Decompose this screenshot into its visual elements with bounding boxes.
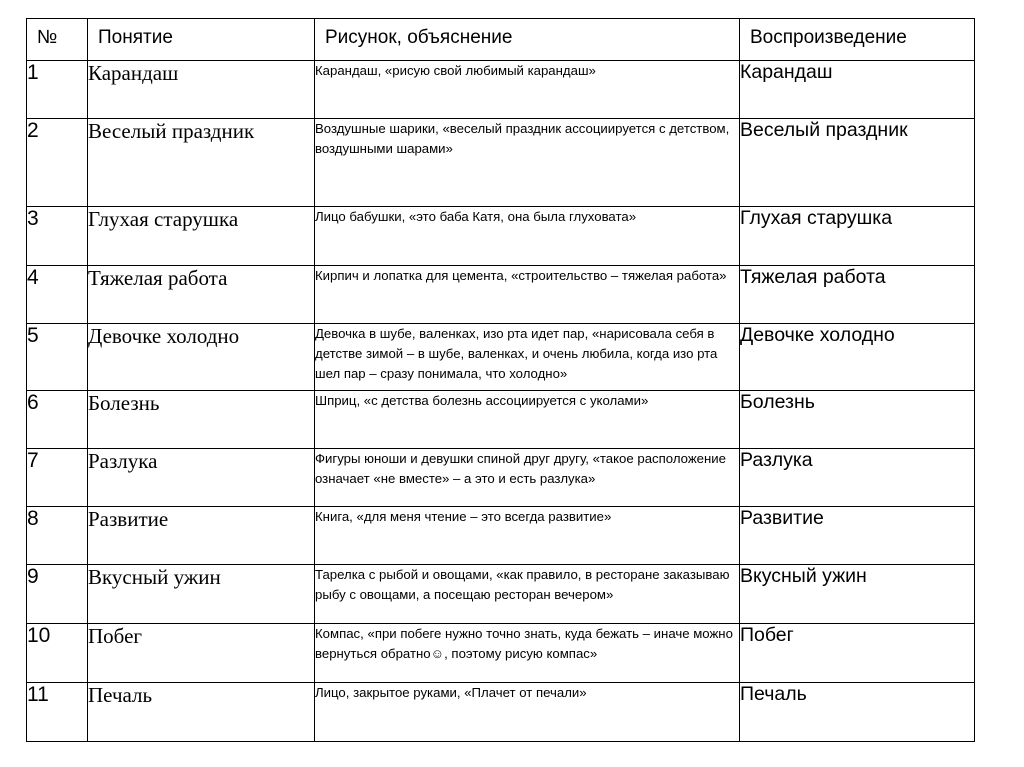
table-header-row bbox=[27, 19, 975, 61]
row-explanation: Фигуры юноши и девушки спиной друг другу, «такое расположение означает «не вместе» – а это и есть разлука» bbox=[315, 449, 740, 507]
header-reproduction: Воспроизведение bbox=[740, 19, 975, 61]
row-concept: Веселый праздник bbox=[88, 119, 315, 207]
memory-table bbox=[26, 18, 975, 742]
row-explanation: Компас, «при побеге нужно точно знать, куда бежать – иначе можно вернуться обратно☺, поэтому рисую компас» bbox=[315, 624, 740, 683]
table-row bbox=[27, 61, 975, 119]
table-row bbox=[27, 119, 975, 207]
row-explanation: Лицо, закрытое руками, «Плачет от печали» bbox=[315, 683, 740, 742]
row-explanation: Девочка в шубе, валенках, изо рта идет пар, «нарисовала себя в детстве зимой – в шубе, валенках, и очень любила, когда изо рта шел пар – сразу понимала, что холодно» bbox=[315, 324, 740, 391]
table-row bbox=[27, 266, 975, 324]
table-row bbox=[27, 683, 975, 742]
table-row bbox=[27, 391, 975, 449]
row-number: 2 bbox=[27, 119, 88, 207]
row-number: 8 bbox=[27, 507, 88, 565]
table-row bbox=[27, 507, 975, 565]
row-number: 4 bbox=[27, 266, 88, 324]
row-explanation: Кирпич и лопатка для цемента, «строительство – тяжелая работа» bbox=[315, 266, 740, 324]
row-number: 3 bbox=[27, 207, 88, 266]
table-row bbox=[27, 449, 975, 507]
header-explanation: Рисунок, объяснение bbox=[315, 19, 740, 61]
row-number: 9 bbox=[27, 565, 88, 624]
row-reproduction: Карандаш bbox=[740, 61, 975, 119]
table-row bbox=[27, 324, 975, 391]
row-reproduction: Разлука bbox=[740, 449, 975, 507]
row-reproduction: Тяжелая работа bbox=[740, 266, 975, 324]
row-reproduction: Побег bbox=[740, 624, 975, 683]
row-concept: Девочке холодно bbox=[88, 324, 315, 391]
table-row bbox=[27, 207, 975, 266]
row-reproduction: Болезнь bbox=[740, 391, 975, 449]
table-row bbox=[27, 624, 975, 683]
row-explanation: Карандаш, «рисую свой любимый карандаш» bbox=[315, 61, 740, 119]
row-reproduction: Вкусный ужин bbox=[740, 565, 975, 624]
row-number: 5 bbox=[27, 324, 88, 391]
row-reproduction: Веселый праздник bbox=[740, 119, 975, 207]
table-row bbox=[27, 565, 975, 624]
row-concept: Печаль bbox=[88, 683, 315, 742]
row-explanation: Воздушные шарики, «веселый праздник ассоциируется с детством, воздушными шарами» bbox=[315, 119, 740, 207]
row-explanation: Шприц, «с детства болезнь ассоциируется с уколами» bbox=[315, 391, 740, 449]
header-number: № bbox=[27, 19, 88, 61]
row-concept: Развитие bbox=[88, 507, 315, 565]
row-concept: Карандаш bbox=[88, 61, 315, 119]
row-reproduction: Печаль bbox=[740, 683, 975, 742]
row-reproduction: Развитие bbox=[740, 507, 975, 565]
row-concept: Вкусный ужин bbox=[88, 565, 315, 624]
row-reproduction: Глухая старушка bbox=[740, 207, 975, 266]
row-number: 7 bbox=[27, 449, 88, 507]
row-explanation: Лицо бабушки, «это баба Катя, она была глуховата» bbox=[315, 207, 740, 266]
header-concept: Понятие bbox=[88, 19, 315, 61]
row-concept: Глухая старушка bbox=[88, 207, 315, 266]
row-number: 10 bbox=[27, 624, 88, 683]
row-explanation: Тарелка с рыбой и овощами, «как правило, в ресторане заказываю рыбу с овощами, а посещаю ресторан вечером» bbox=[315, 565, 740, 624]
row-number: 11 bbox=[27, 683, 88, 742]
row-concept: Болезнь bbox=[88, 391, 315, 449]
row-number: 6 bbox=[27, 391, 88, 449]
row-concept: Тяжелая работа bbox=[88, 266, 315, 324]
row-concept: Побег bbox=[88, 624, 315, 683]
row-concept: Разлука bbox=[88, 449, 315, 507]
row-number: 1 bbox=[27, 61, 88, 119]
row-reproduction: Девочке холодно bbox=[740, 324, 975, 391]
row-explanation: Книга, «для меня чтение – это всегда развитие» bbox=[315, 507, 740, 565]
